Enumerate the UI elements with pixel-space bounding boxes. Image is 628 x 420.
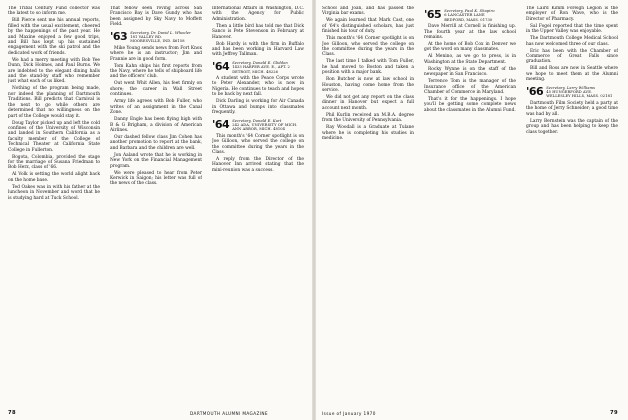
left-column-3: [212, 6, 304, 404]
paragraph: A student with the Peace Corps wrote to Peter Alexander, who is now in Nigeria. He continues to teach and hopes to be back by next fall.: [212, 76, 304, 98]
paragraph: Sal Fogel reported that the time spent in the Upper Valley was enjoyable.: [526, 23, 618, 35]
secretary-name: Secretary, Donald E. Kurt: [232, 118, 282, 123]
secretary-name: Secretary, Larry Williams: [546, 85, 596, 90]
secretary-street: 181 VALLEY RD.: [130, 35, 163, 40]
paragraph: Bill Pierce sent me his annual reports, filled with the usual excitement, cheered by the happenings of the past year. He and Maxine enjoyed a few good trips, and Bill has kept up his sustained engagement with the ski patrol and the dedicated work of friends.: [8, 18, 100, 56]
paragraph: Doug Taylor picked up and left the cold confines of the University of Wisconsin and landed in Southern California as a faculty member of the College of Technical Theater at California State College in Fullerton.: [8, 120, 100, 153]
class-header-64b: [212, 119, 304, 132]
paragraph: Dick Darling is working for Air Canada in Ottawa and bumps into classmates frequently.: [212, 99, 304, 116]
page-number-left: 78: [8, 410, 17, 416]
class-year: '65: [424, 8, 442, 21]
paragraph: That's it for the happenings. I hope you'll be getting some complete news about the classmates in the Alumni Fund.: [424, 97, 516, 113]
paragraph: Then a little bird has told me that Dick Sanco is Pete Stevenson in February at Hanover.: [212, 23, 304, 40]
class-year: '64: [212, 59, 230, 73]
paragraph: Bogota, Colombia, provided the stage for the marriage of Susana Friedman to Bob Herz, class of '66.: [8, 154, 100, 171]
paragraph: Al Menino, as we go to press, is in Washington at the State Department.: [424, 54, 516, 65]
paragraph: Dartmouth Film Society held a party at the home of Jerry Schneider; a good time was had by all.: [526, 100, 618, 117]
paragraph: This month's '64 Corner spotlight is on Joe Gilloon, who served the college on the committee during the years in the Class.: [322, 36, 414, 58]
class-header-66: [526, 86, 618, 99]
paragraph: Rocky Wynne is on the staff of the newspaper in San Francisco.: [424, 66, 516, 78]
paragraph: The Dartmouth College Medical School has now welcomed three of our class.: [526, 36, 618, 47]
paragraph: This month's '64 Corner spotlight is on Joe Gilloon, who served the college on the committee during the years in the Class.: [212, 133, 304, 155]
paragraph: Mike Young sends news from Fort Knox where he is an instructor; Jim and Frannie are in good form.: [110, 45, 202, 62]
left-column-1: [8, 6, 100, 404]
secretary-city: ANN ARBOR, MICH. 48104: [232, 127, 286, 132]
paragraph: Nothing of the program being made, nor indeed the planning of Dartmouth Traditions. Bill predicts that Carnival is the next to go while others are determined that no willingness on the part of the College would stay it.: [8, 86, 100, 119]
paragraph: International Affairs in Washington, D.C. with the Agency for Public Administration.: [212, 6, 304, 22]
secretary-city: DETROIT, MICH. 48226: [232, 69, 279, 74]
paragraph: We were pleased to hear from Peter Kerwick in Saigon; his letter was full of the news of the class.: [110, 170, 202, 187]
paragraph: At the home of Bob Cox in Denver we got the word on many classmates.: [424, 42, 516, 53]
paragraph: Al Volk is setting the world alight back on the home base.: [8, 172, 100, 183]
paragraph: We again learned that Mark Cast, one of '64's distinguished scholars, has just finished his tour of duty.: [322, 18, 414, 35]
paragraph: Army life agrees with Bob Fuller, who writes of an assignment in the Canal Zone.: [110, 99, 202, 116]
class-header-63: [110, 31, 202, 44]
class-year: '63: [110, 29, 128, 43]
secretary-name: Secretary, Donald E. Gliddon: [232, 60, 288, 65]
paragraph: We did not get any report on the class dinner in Hanover but expect a full account next month.: [322, 95, 414, 111]
class-year: '66: [526, 84, 544, 98]
paragraph: Dave Merrill at Cornell is finishing up. The fourth year at the law school remains.: [424, 24, 516, 41]
paragraph: The last time I talked with Tom Fuller, he had moved to Boston and taken a position with a major bank.: [322, 59, 414, 76]
paragraph: Terrence Tom is the manager of the Insurance office of the American Chamber of Commerce in Maryland.: [424, 79, 516, 96]
paragraph: Out went Whit Allen, his feet firmly on shore; the career in Wall Street continues.: [110, 81, 202, 98]
issue-label-footer: Issue of January 1970: [322, 411, 376, 416]
secretary-info: [232, 61, 290, 74]
page-number-right: 79: [610, 410, 619, 416]
class-year: '64: [212, 117, 230, 131]
paragraph: School and Joan, and has passed the Virginia bar exams.: [322, 6, 414, 17]
paragraph: Phil Kurlin received an M.B.A. degree from the University of Pennsylvania.: [322, 112, 414, 124]
secretary-city: MOORESVILLE, IND. 46158: [130, 39, 185, 44]
secretary-info: [130, 31, 191, 44]
secretary-street: 6 LANCASTER LANE: [444, 13, 485, 18]
magazine-title-footer: DARTMOUTH ALUMNI MAGAZINE: [190, 411, 268, 416]
paragraph: The Laird Kimm Foreign Legion is the employer of Ron Wave, who is the Director of Pharmacy.: [526, 6, 618, 22]
secretary-city: BEDFORD, MASS. 01730: [444, 17, 493, 22]
paragraph: Larry Bernstein was the captain of the group and has been helping to keep the class together.: [526, 118, 618, 135]
secretary-street: 1433 HARPER AVE. E., APT. 2: [232, 65, 290, 70]
paragraph: A reply from the Director of the Hanover Inn arrived stating that the mini-reunion was a success.: [212, 156, 304, 173]
paragraph: Tom Kahn ships his first reports from the Navy, where he tells of shipboard life and the officers' club.: [110, 63, 202, 80]
paragraph: Bob Hardy is with the firm in Buffalo and has been working in Harvard Law with Jeffrey Tallman.: [212, 41, 304, 58]
secretary-info: [444, 9, 494, 22]
right-column-3: [526, 6, 618, 404]
paragraph: Ray Woodall is a Graduate at Tulane where he is completing his studies in medicine.: [322, 125, 414, 142]
class-header-64a: [212, 61, 304, 74]
paragraph: The Tribal Century Fund collector was the latest to so inform me.: [8, 6, 100, 17]
paragraph: Our dashed fellow class Jim Cohen has another promotion to report at the bank, and Barbara and the children are well.: [110, 134, 202, 151]
right-page: [314, 0, 628, 420]
secretary-city: WELLESLEY HILLS, MASS. 02181: [546, 94, 613, 99]
secretary-name: Secretary, Paul K. Shapiro: [444, 9, 495, 13]
secretary-info: [546, 86, 612, 99]
paragraph: Jon Aaland wrote that he is working in New York on the Financial Management program.: [110, 152, 202, 169]
secretary-name: Secretary, Dr. David L. Wheeler: [130, 30, 191, 35]
paragraph: That fellow seen roving across San Francisco Bay is Dave Gundy who has been assigned by Sky Navy to Moffett Field.: [110, 6, 202, 28]
paragraph: Ron Butcher is now at law school in Houston, having come home from the service.: [322, 77, 414, 94]
paragraph: Bill and Ross are now in Seattle where we hope to meet them at the Alumni meeting.: [526, 66, 618, 83]
paragraph: We had a merry meeting with Bob Yee Dunn, Dick Holmes, and Paul Burns. We are indebted to the elegant dining halls and the stand-by staff who remember just what each of us liked.: [8, 57, 100, 85]
left-column-2: [110, 6, 202, 404]
paragraph: Danny Engle has been flying high with B & G Brigham, a division of American Airlines.: [110, 117, 202, 133]
paragraph: Eric has been with the Chamber of Commerce of Great Falls since graduation.: [526, 48, 618, 65]
paragraph: Ted Oakes was in with his father at the luncheon in November and word that he is studying hard at Tuck School.: [8, 184, 100, 201]
right-column-1: [322, 6, 414, 404]
right-column-2: [424, 6, 516, 404]
secretary-street: 242 ADA, UNIVERSITY OF MICH.: [232, 122, 298, 127]
class-header-65: [424, 9, 516, 22]
secretary-info: [232, 119, 297, 132]
secretary-street: 45 HUNGERFORD AVE.: [546, 90, 593, 95]
